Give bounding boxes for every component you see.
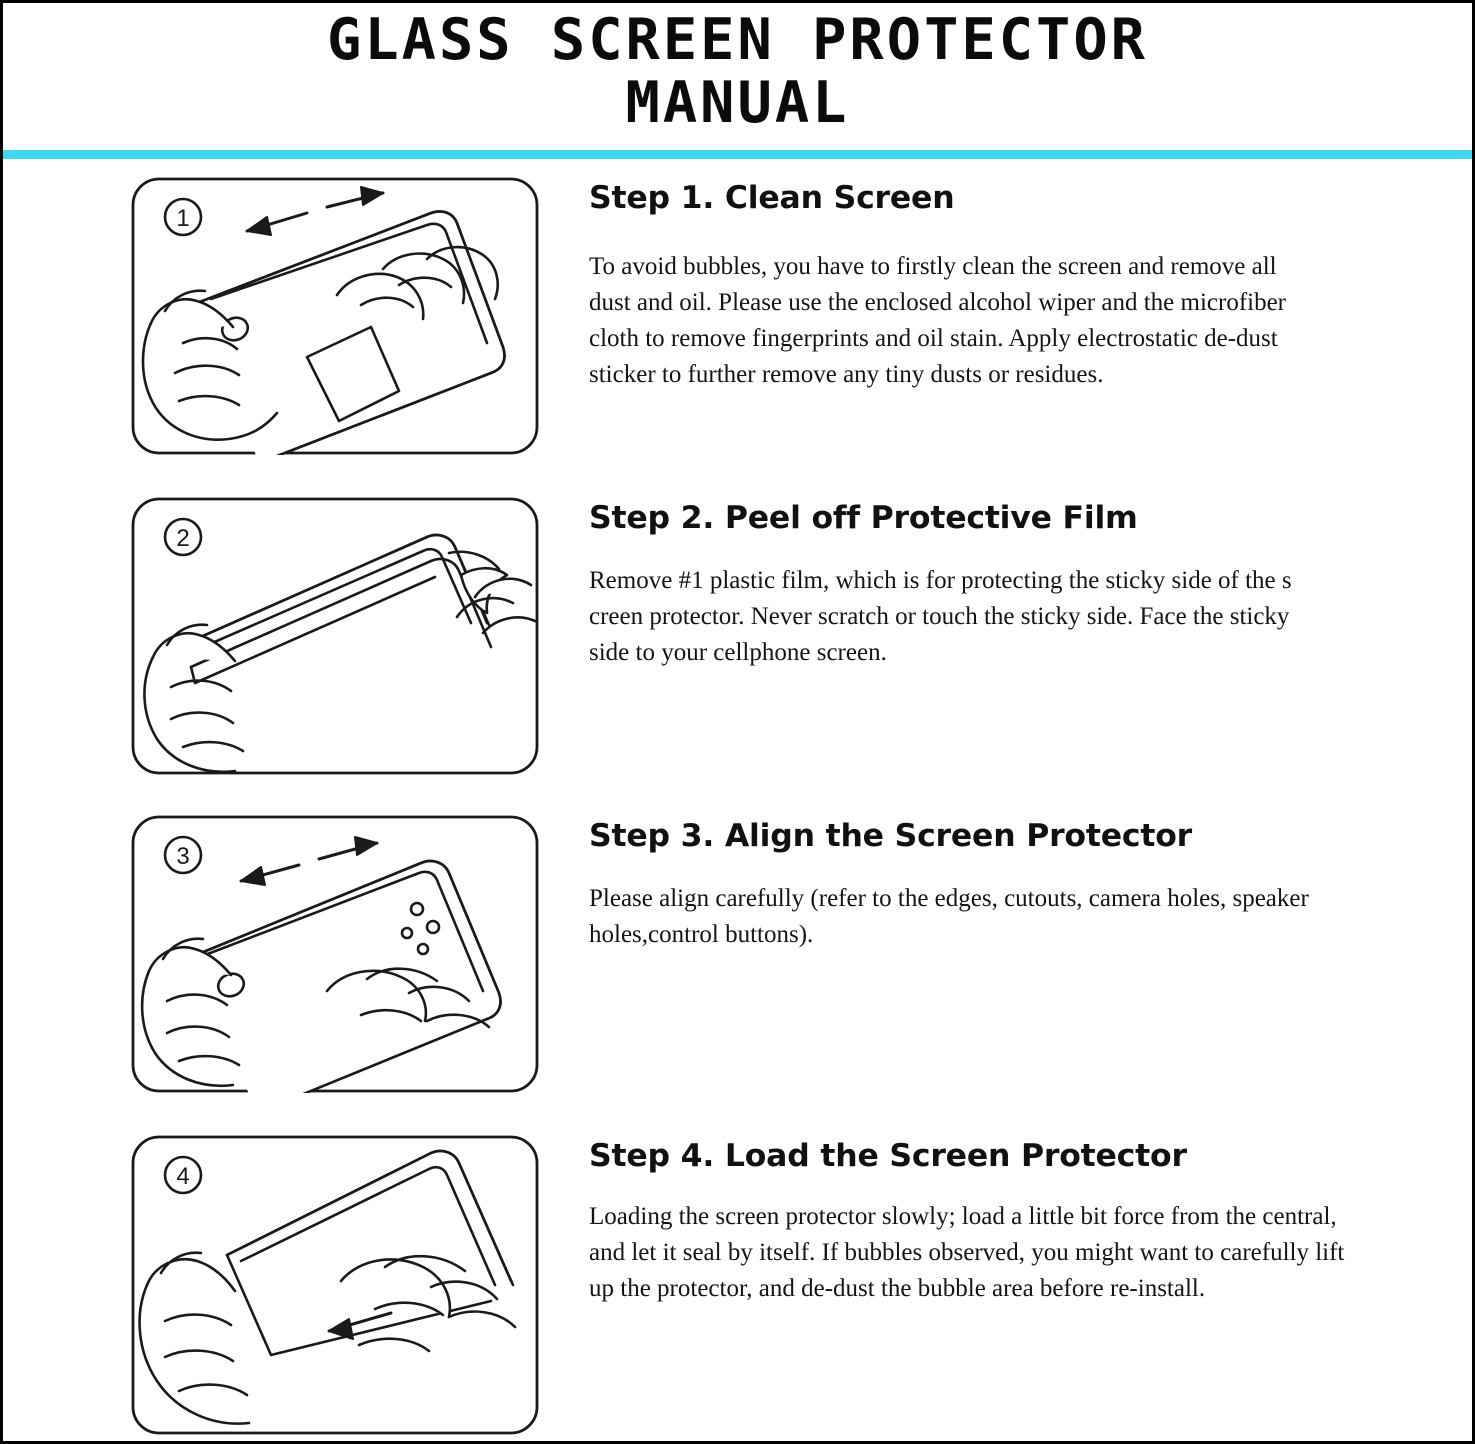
step-3-figure — [131, 815, 539, 1093]
step-4-title: Step 4. Load the Screen Protector — [589, 1137, 1187, 1174]
step-item-1 — [3, 177, 1472, 455]
step-item-3 — [3, 815, 1472, 1093]
step-item-2 — [3, 497, 1472, 775]
svg-text:2: 2 — [176, 524, 190, 552]
step-1-body: To avoid bubbles, you have to firstly clean the screen and remove all dust and oil. Please use the enclosed alcohol wiper and the microfiber cloth to remove fingerprints and oil stain. Apply electrostatic de-dust sticker to further remove any tiny dusts or residues. — [589, 253, 1287, 389]
page-title-line-1: GLASS SCREEN PROTECTOR — [327, 7, 1148, 73]
step-1-title: Step 1. Clean Screen — [589, 179, 955, 216]
step-3-body: Please align carefully (refer to the edges, cutouts, camera holes, speaker holes,control buttons). — [589, 885, 1309, 949]
manual-header — [3, 3, 1472, 159]
step-4-text — [539, 1135, 1472, 1308]
page-title-line-2: MANUAL — [625, 70, 850, 137]
step-4-body: Loading the screen protector slowly; load a little bit force from the central, and let it seal by itself. If bubbles observed, you might want to carefully lift up the protector, and de-dust the bubble area before re-install. — [589, 1203, 1345, 1303]
step-3-title: Step 3. Align the Screen Protector — [589, 817, 1193, 854]
svg-text:4: 4 — [176, 1162, 190, 1190]
step-2-text — [539, 497, 1472, 672]
step-4-figure — [131, 1135, 539, 1435]
step-item-4 — [3, 1135, 1472, 1435]
steps-list — [3, 177, 1472, 1435]
header-divider — [3, 150, 1472, 159]
svg-text:3: 3 — [176, 842, 190, 870]
step-1-figure — [131, 177, 539, 455]
step-2-figure — [131, 497, 539, 775]
svg-text:1: 1 — [176, 204, 190, 232]
step-2-body: Remove #1 plastic film, which is for protecting the sticky side of the s creen protector. Never scratch or touch the sticky side. Face the sticky side to your cellphone screen. — [589, 567, 1292, 667]
step-1-text — [539, 177, 1472, 394]
step-2-title: Step 2. Peel off Protective Film — [589, 499, 1138, 536]
step-3-text — [539, 815, 1472, 954]
